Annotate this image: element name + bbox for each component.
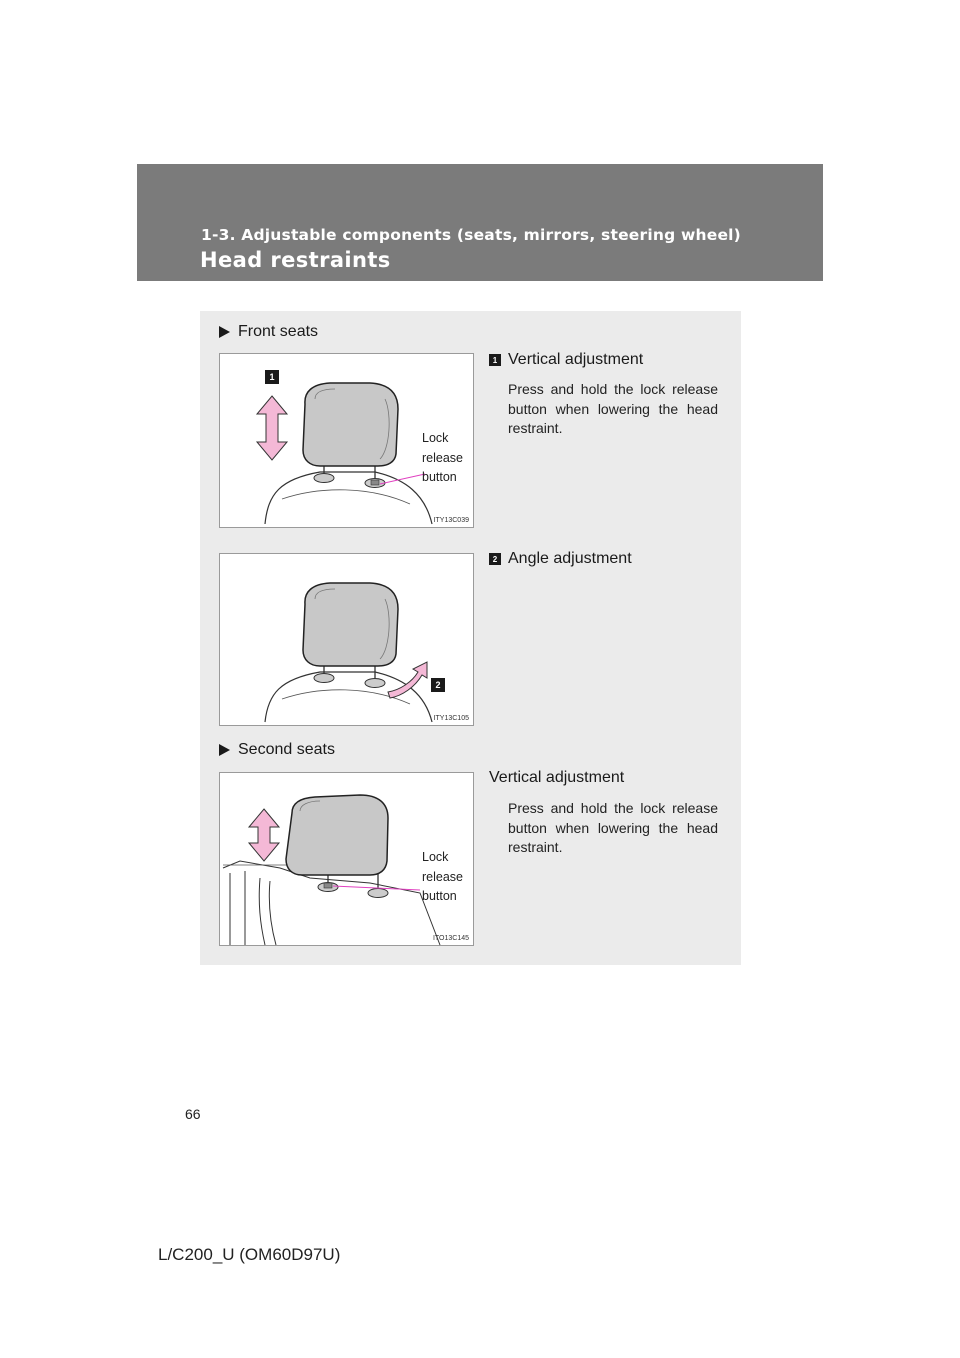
section-label: 1-3. Adjustable components (seats, mirrors, steering wheel): [201, 226, 741, 244]
second-seats-heading: Second seats: [219, 741, 335, 759]
figure-code: ITY13C039: [433, 517, 469, 524]
lock-release-callout: Lock release button: [422, 431, 463, 484]
page-number: 66: [185, 1106, 201, 1122]
figure-code: ITO13C145: [432, 935, 469, 942]
figure-badge-1: 1: [265, 370, 279, 384]
headrest-angle-illustration: [220, 554, 475, 727]
chapter-header: [137, 164, 823, 281]
content-panel: [200, 311, 741, 965]
lock-release-callout: Lock release button: [422, 850, 463, 903]
step-1-title: 1 Vertical adjustment: [489, 351, 643, 369]
front-seats-heading: Front seats: [219, 323, 318, 341]
step-1-text: Press and hold the lock release button when lowering the head restraint.: [508, 381, 718, 436]
document-code: L/C200_U (OM60D97U): [158, 1245, 341, 1264]
triangle-bullet-icon: [219, 744, 230, 756]
figure-code: ITY13C105: [433, 715, 469, 722]
second-seats-title: Vertical adjustment: [489, 769, 625, 786]
page-title: Head restraints: [200, 248, 391, 272]
figure-badge-2: 2: [431, 678, 445, 692]
step-number-2: 2: [489, 553, 501, 565]
triangle-bullet-icon: [219, 326, 230, 338]
step-number-1: 1: [489, 354, 501, 366]
figure-second-vertical: [219, 772, 474, 946]
second-seats-text: Press and hold the lock release button when lowering the head restraint.: [508, 800, 718, 855]
figure-front-vertical: [219, 353, 474, 528]
step-2-title: 2 Angle adjustment: [489, 550, 632, 568]
figure-front-angle: [219, 553, 474, 726]
